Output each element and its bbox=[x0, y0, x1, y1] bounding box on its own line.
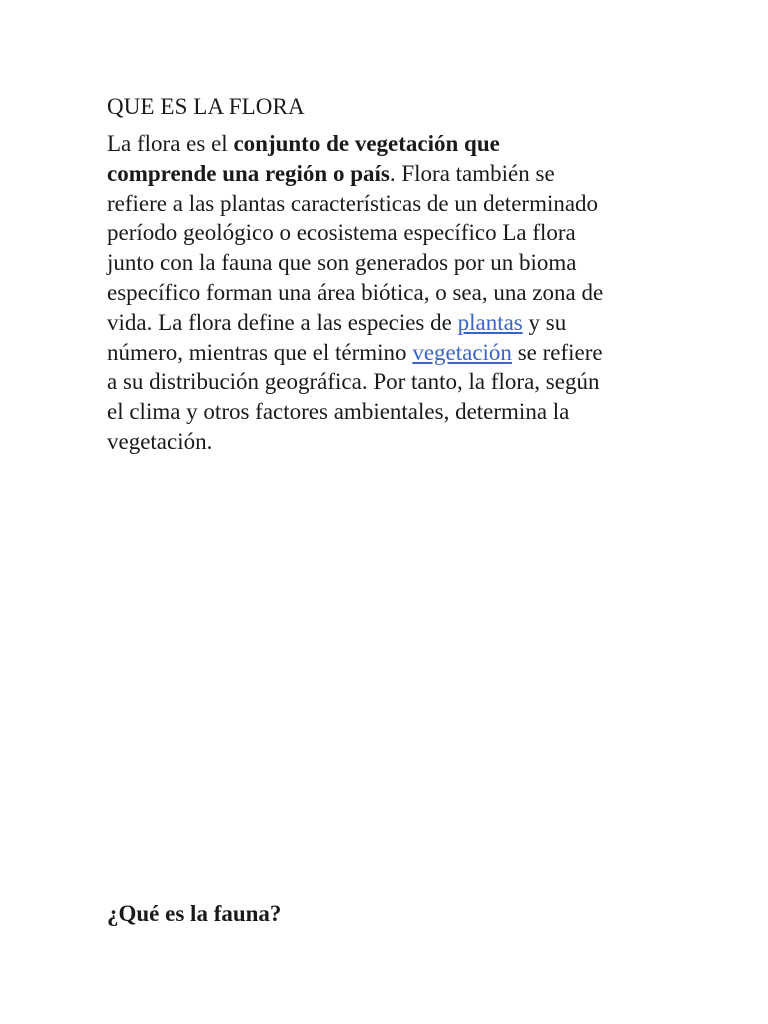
inline-link[interactable]: vegetación bbox=[412, 339, 512, 365]
paragraph-line bbox=[107, 129, 667, 159]
inline-link[interactable]: plantas bbox=[457, 309, 523, 335]
text-segment: período geológico o ecosistema específico La flora bbox=[107, 220, 576, 246]
paragraph-line bbox=[107, 397, 667, 427]
paragraph-line bbox=[107, 189, 667, 219]
paragraph-line bbox=[107, 367, 667, 397]
paragraph-line bbox=[107, 248, 667, 278]
section-title-flora: QUE ES LA FLORA bbox=[107, 94, 305, 119]
paragraph-line bbox=[107, 159, 667, 189]
section-title-fauna: ¿Qué es la fauna? bbox=[107, 901, 282, 926]
flora-paragraph bbox=[107, 129, 667, 457]
text-segment: refiere a las plantas características de un determinado bbox=[107, 190, 599, 216]
bold-text: comprende una región o país bbox=[107, 160, 390, 186]
paragraph-line bbox=[107, 218, 667, 248]
text-segment: vida. La flora define a las especies de bbox=[107, 309, 458, 335]
text-segment: vegetación. bbox=[107, 428, 213, 454]
paragraph-line bbox=[107, 338, 667, 368]
text-segment: . Flora también se bbox=[389, 160, 555, 186]
paragraph-line bbox=[107, 278, 667, 308]
text-segment: a su distribución geográfica. Por tanto, la flora, según bbox=[107, 369, 600, 395]
text-segment: número, mientras que el término bbox=[107, 339, 413, 365]
paragraph-line bbox=[107, 427, 667, 457]
text-segment: el clima y otros factores ambientales, determina la bbox=[107, 399, 570, 425]
text-segment: y su bbox=[522, 309, 567, 335]
text-segment: La flora es el bbox=[107, 131, 234, 156]
paragraph-line bbox=[107, 308, 667, 338]
text-segment: junto con la fauna que son generados por un bioma bbox=[107, 250, 577, 276]
bold-text: conjunto de vegetación que bbox=[233, 131, 500, 156]
text-segment: específico forman una área biótica, o sea, una zona de bbox=[107, 279, 604, 305]
text-segment: se refiere bbox=[511, 339, 603, 365]
